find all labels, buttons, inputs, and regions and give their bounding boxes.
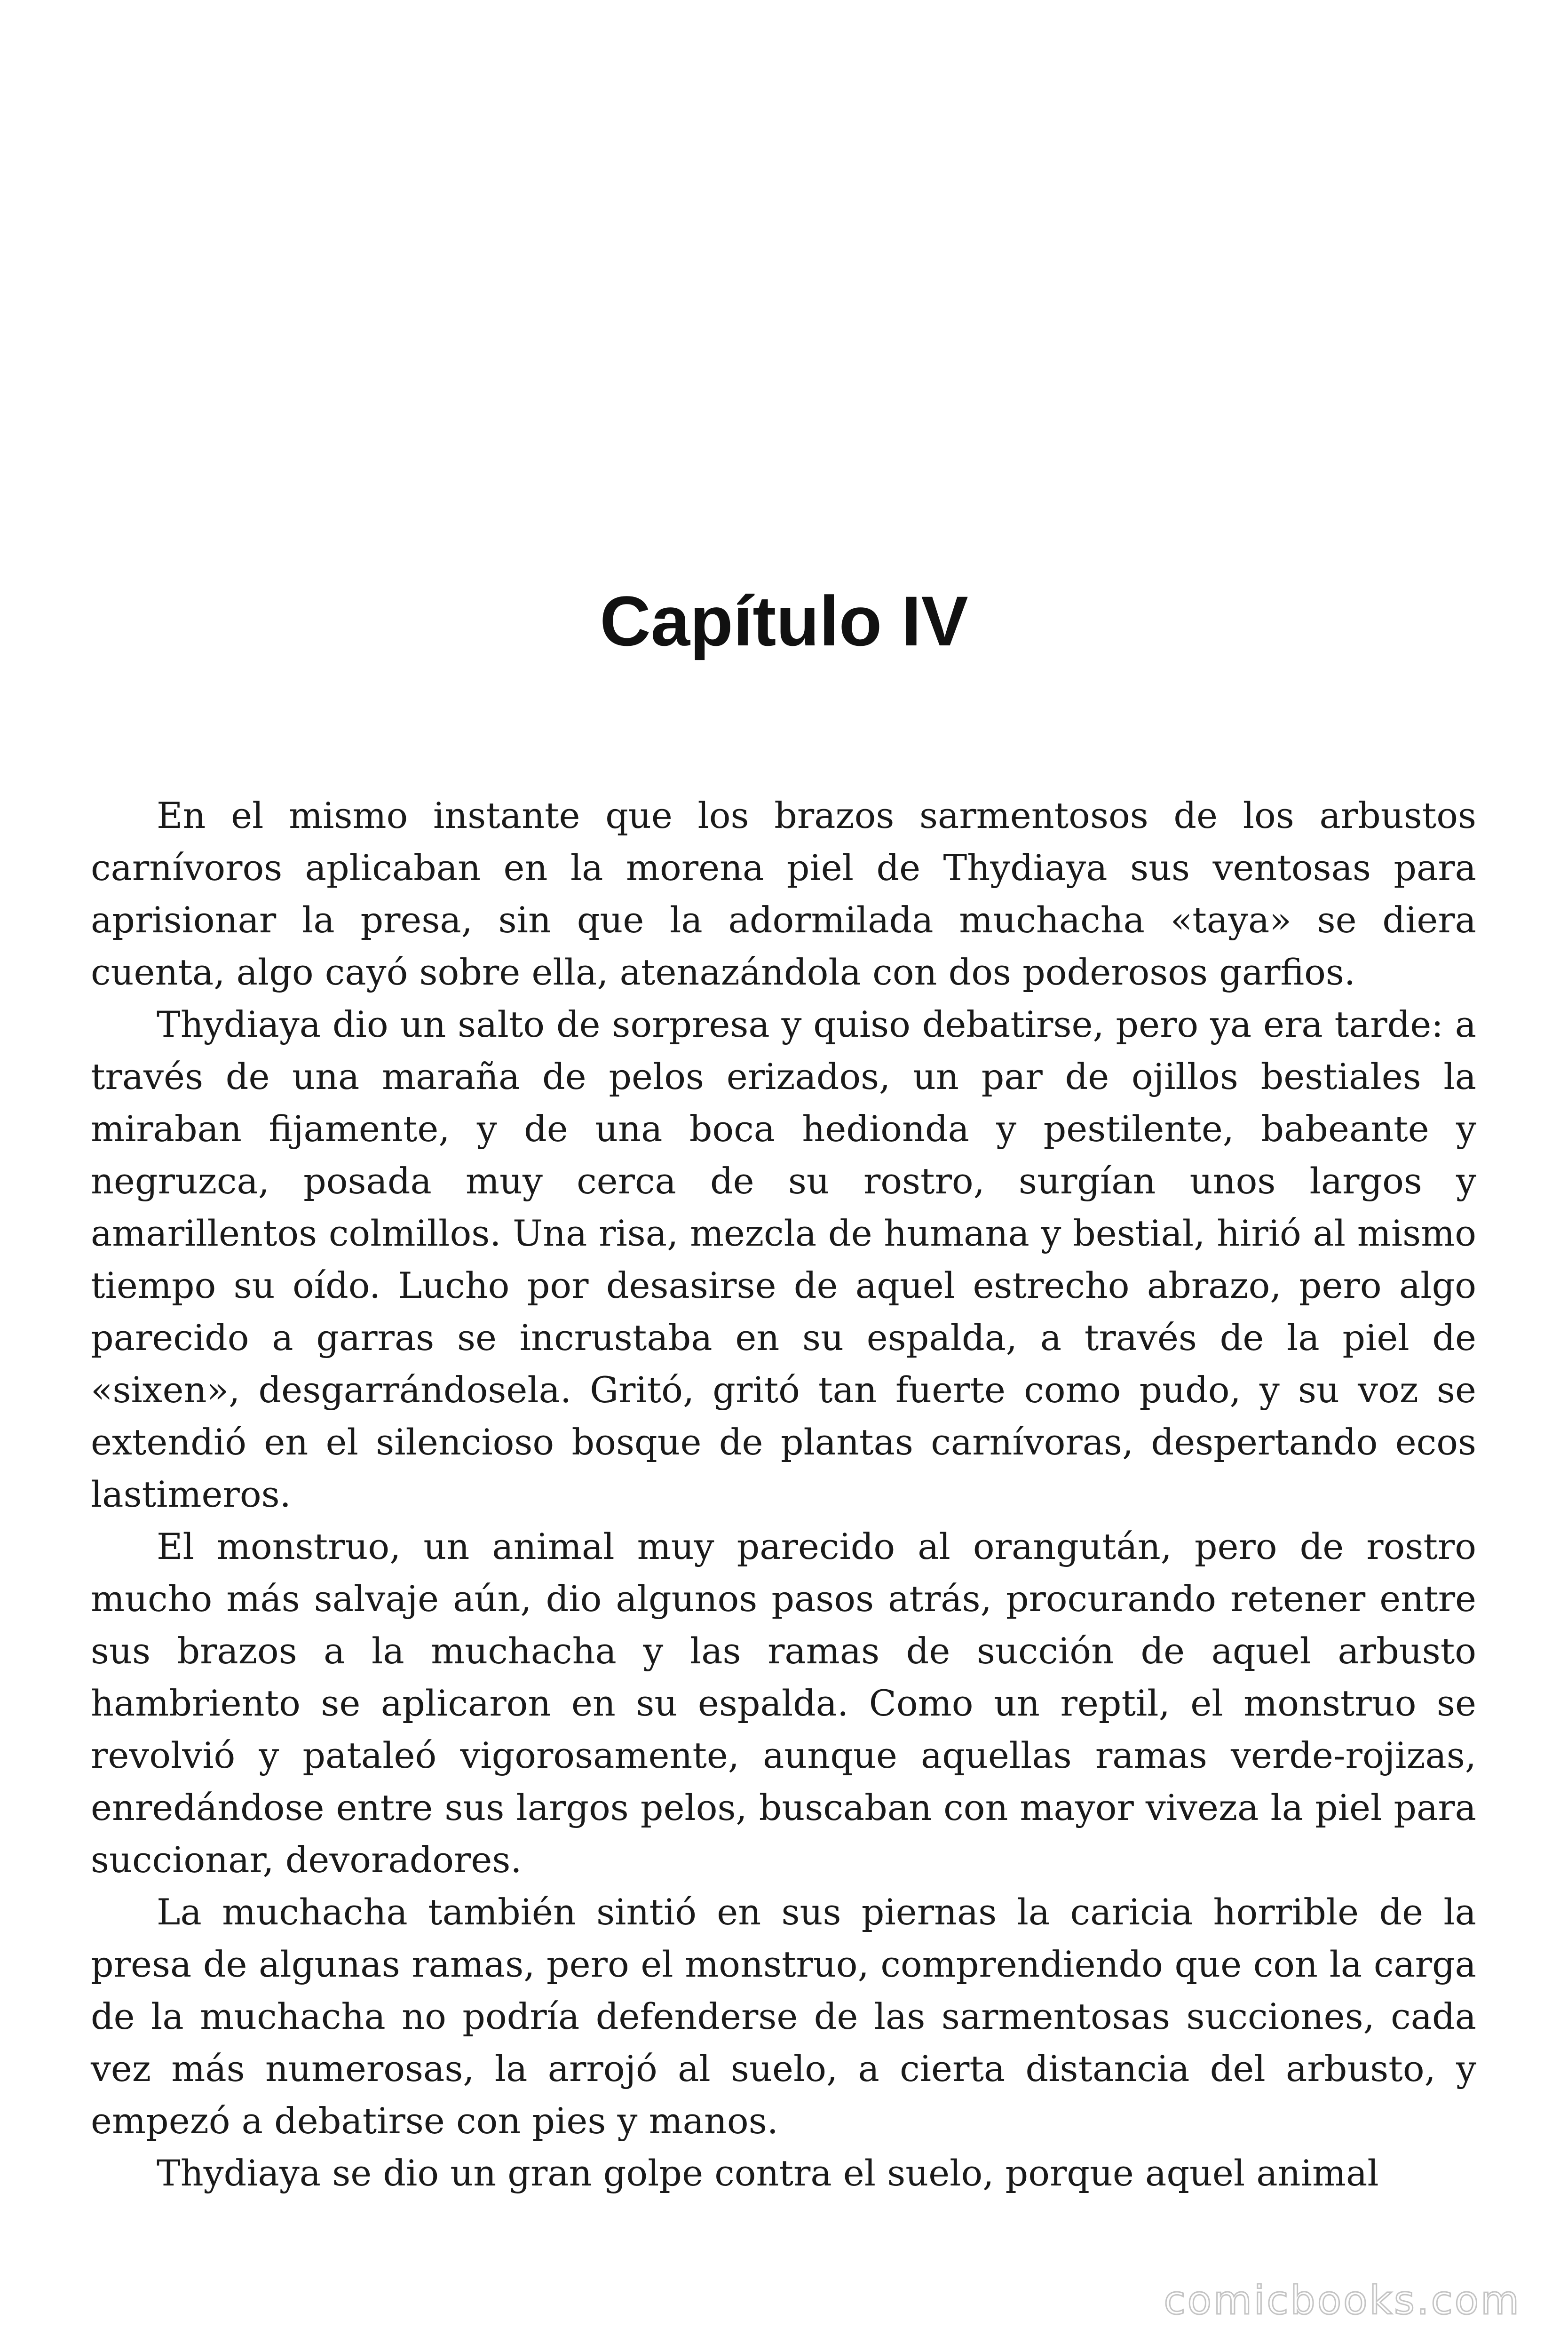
chapter-title: Capítulo IV — [600, 581, 968, 660]
watermark: comicbooks.com — [1164, 2277, 1521, 2323]
paragraph: Thydiaya dio un salto de sorpresa y quiso debatirse, pero ya era tarde: a través de una maraña de pelos erizados, un par de ojillos bestiales la miraban fijamente, y de una boca hedionda y pestilente, babeante y negruzca, posada muy cerca de su rostro, surgían unos largos y amarillentos colmillos. Una risa, mezcla de humana y bestial, hirió al mismo tiempo su oído. Lucho por desasirse de aquel estrecho abrazo, pero algo parecido a garras se incrustaba en su espalda, a través de la piel de «sixen», desgarrándosela. Gritó, gritó tan fuerte como pudo, y su voz se extendió en el silencioso bosque de plantas carnívoras, despertando ecos lastimeros. — [91, 1003, 1476, 1515]
paragraph: En el mismo instante que los brazos sarmentosos de los arbustos carnívoros aplicaban en la morena piel de Thydiaya sus ventosas para aprisionar la presa, sin que la adormilada muchacha «taya» se diera cuenta, algo cayó sobre ella, atenazándola con dos poderosos garfios. — [91, 795, 1476, 993]
chapter-body — [91, 789, 1476, 2199]
paragraph: Thydiaya se dio un gran golpe contra el suelo, porque aquel animal — [157, 2152, 1379, 2194]
paragraph: La muchacha también sintió en sus piernas la caricia horrible de la presa de algunas ramas, pero el monstruo, comprendiendo que con la carga de la muchacha no podría defenderse de las sarmentosas succiones, cada vez más numerosas, la arrojó al suelo, a cierta distancia del arbusto, y empezó a debatirse con pies y manos. — [91, 1891, 1476, 2142]
paragraph: El monstruo, un animal muy parecido al orangután, pero de rostro mucho más salvaje aún, dio algunos pasos atrás, procurando retener entre sus brazos a la muchacha y las ramas de succión de aquel arbusto hambriento se aplicaron en su espalda. Como un reptil, el monstruo se revolvió y pataleó vigorosamente, aunque aquellas ramas verde-rojizas, enredándose entre sus largos pelos, buscaban con mayor viveza la piel para succionar, devoradores. — [91, 1526, 1476, 1881]
